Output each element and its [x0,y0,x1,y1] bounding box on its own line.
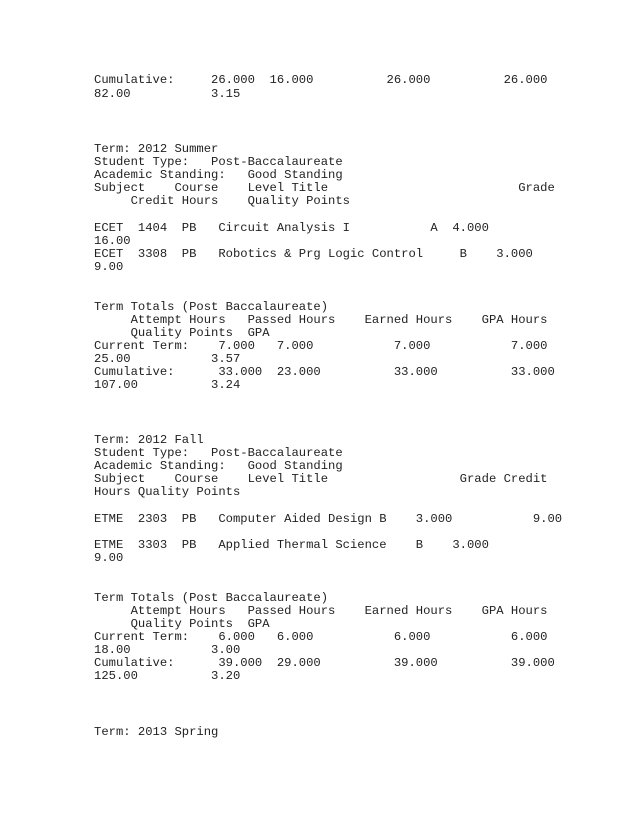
current-term-line: 18.00 3.00 [94,643,241,657]
cumulative-line: Cumulative: 33.000 23.000 33.000 33.000 [94,365,555,379]
course-row: 9.00 [94,551,124,565]
student-type-line: Student Type: Post-Baccalaureate [94,155,343,169]
current-term-line: 25.00 3.57 [94,352,241,366]
course-header-line: Subject Course Level Title Grade [94,181,555,195]
cumulative-line: 125.00 3.20 [94,669,241,683]
term-totals-heading: Term Totals (Post Baccalaureate) [94,591,329,605]
cumulative-line: Cumulative: 39.000 29.000 39.000 39.000 [94,656,555,670]
current-term-line: Current Term: 7.000 7.000 7.000 7.000 [94,339,548,353]
term-totals-heading: Term Totals (Post Baccalaureate) [94,300,329,314]
course-row: ECET 1404 PB Circuit Analysis I A 4.000 [94,221,489,235]
totals-header-line: Attempt Hours Passed Hours Earned Hours GPA Hours [94,604,548,618]
academic-standing-line: Academic Standing: Good Standing [94,459,343,473]
term-heading: Term: 2012 Summer [94,142,219,156]
cumulative-line: 107.00 3.24 [94,378,241,392]
course-row: 16.00 [94,234,131,248]
course-header-line: Hours Quality Points [94,485,241,499]
course-row: ETME 3303 PB Applied Thermal Science B 3.000 [94,538,489,552]
course-row: ECET 3308 PB Robotics & Prg Logic Control B 3.000 [94,247,533,261]
term-heading: Term: 2013 Spring [94,725,219,739]
course-row: ETME 2303 PB Computer Aided Design B 3.000 9.00 [94,512,563,526]
totals-header-line: Quality Points GPA [94,617,270,631]
course-row: 9.00 [94,260,124,274]
term-heading: Term: 2012 Fall [94,433,204,447]
totals-header-line: Quality Points GPA [94,326,270,340]
totals-header-line: Attempt Hours Passed Hours Earned Hours GPA Hours [94,313,548,327]
cumulative-summary-line: Cumulative: 26.000 16.000 26.000 26.000 [94,73,548,87]
course-header-line: Subject Course Level Title Grade Credit [94,472,548,486]
student-type-line: Student Type: Post-Baccalaureate [94,446,343,460]
current-term-line: Current Term: 6.000 6.000 6.000 6.000 [94,630,548,644]
cumulative-summary-line: 82.00 3.15 [94,87,241,101]
academic-standing-line: Academic Standing: Good Standing [94,168,343,182]
course-header-line: Credit Hours Quality Points [94,194,350,208]
